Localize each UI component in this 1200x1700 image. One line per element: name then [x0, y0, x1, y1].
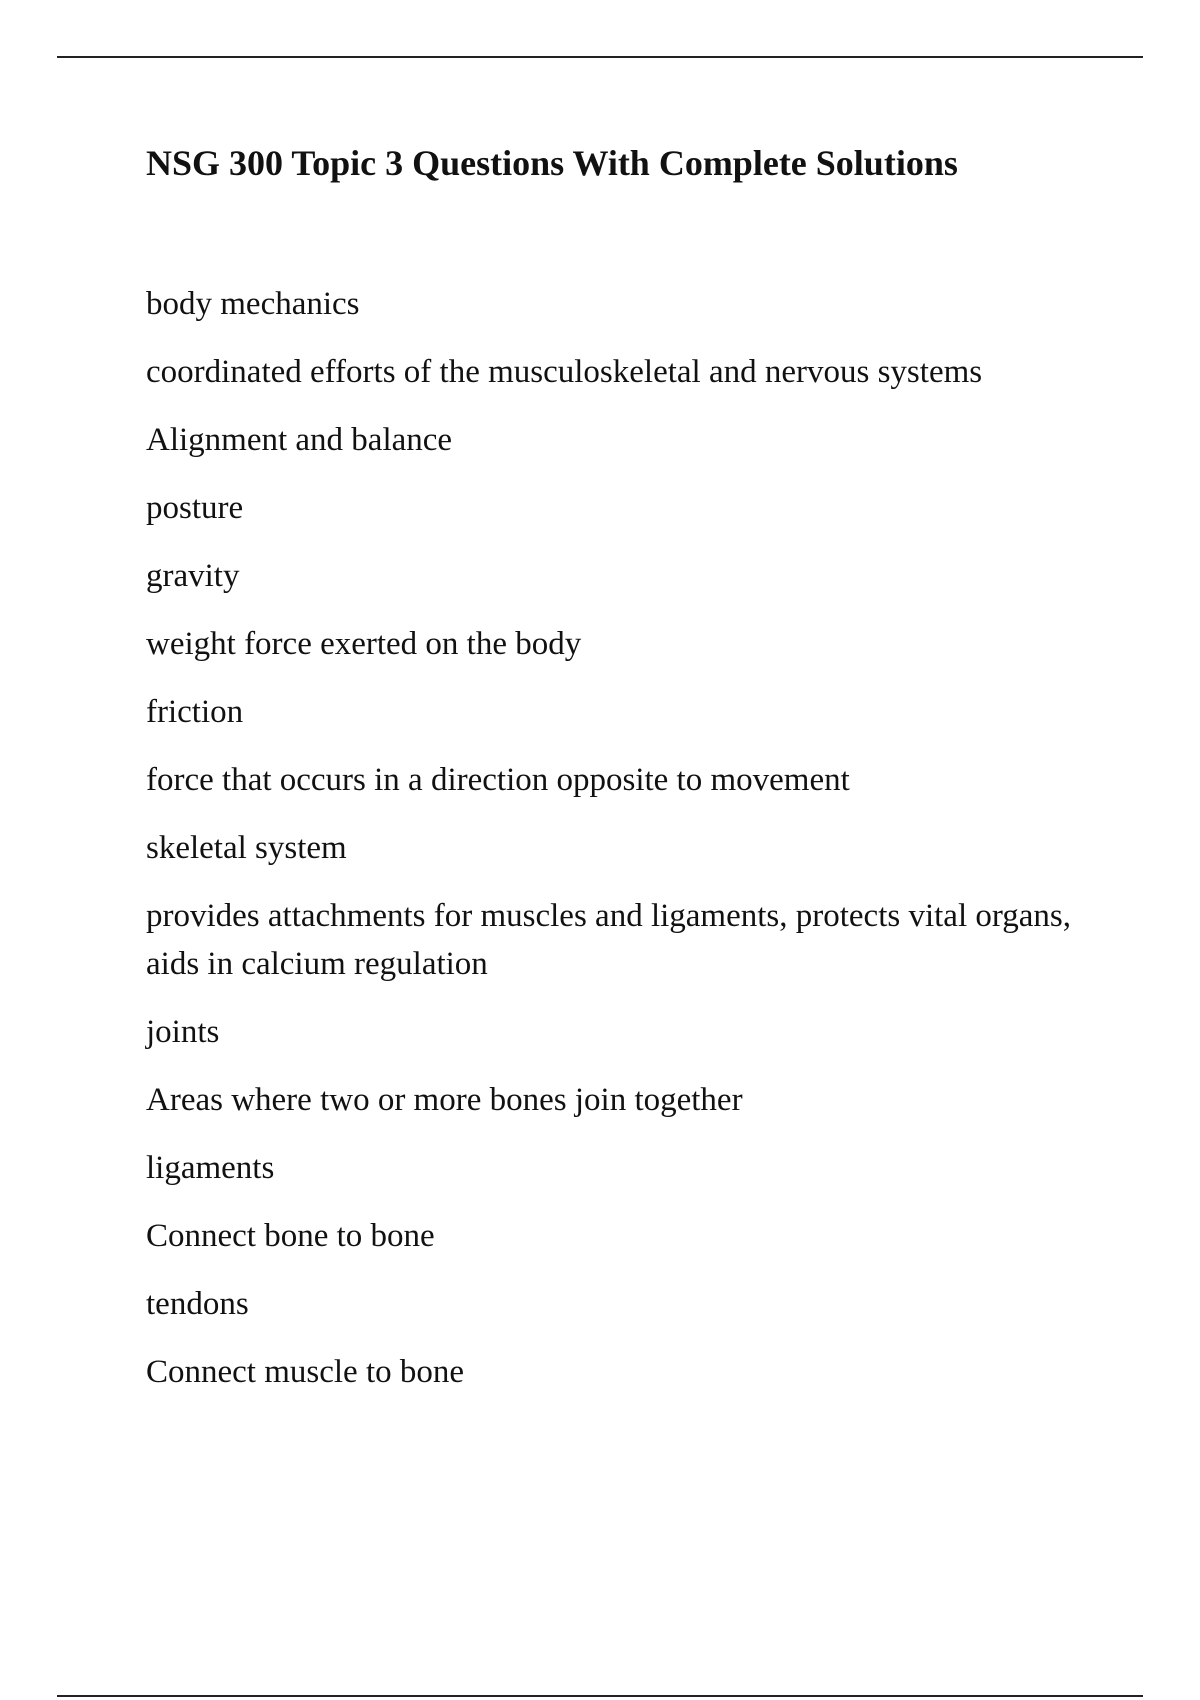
definition-alignment-and-balance: posture — [146, 490, 244, 526]
term-body-mechanics: body mechanics — [146, 286, 360, 322]
definition-skeletal-system: provides attachments for muscles and ligaments, protects vital organs, aids in calcium regulation — [146, 898, 1071, 982]
term-joints: joints — [146, 1014, 220, 1050]
term-ligaments: ligaments — [146, 1150, 275, 1186]
definition-tendons: Connect muscle to bone — [146, 1354, 465, 1390]
term-friction: friction — [146, 694, 244, 730]
definition-ligaments: Connect bone to bone — [146, 1218, 435, 1254]
term-tendons: tendons — [146, 1286, 249, 1322]
definition-body-mechanics: coordinated efforts of the musculoskeletal and nervous systems — [146, 354, 983, 390]
term-gravity: gravity — [146, 558, 240, 594]
definition-gravity: weight force exerted on the body — [146, 626, 582, 662]
definition-joints: Areas where two or more bones join together — [146, 1082, 743, 1118]
document-title: NSG 300 Topic 3 Questions With Complete Solutions — [146, 143, 958, 183]
definition-friction: force that occurs in a direction opposite to movement — [146, 762, 850, 798]
term-alignment-and-balance: Alignment and balance — [146, 422, 453, 458]
term-skeletal-system: skeletal system — [146, 830, 347, 866]
bottom-divider — [57, 1695, 1143, 1697]
flashcard-list — [146, 280, 1086, 1416]
top-divider — [57, 56, 1143, 58]
